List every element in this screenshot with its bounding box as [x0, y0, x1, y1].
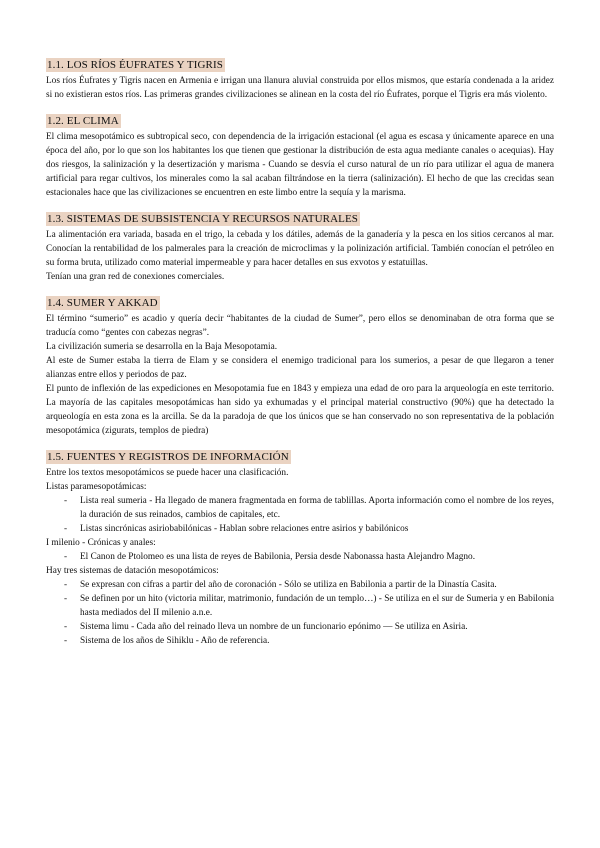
paragraph: Los ríos Éufrates y Tigris nacen en Armenia e irrigan una llanura aluvial construida por ellos mismos, que estaría condenada a la aridez si no existieran estos ríos. Las primeras grandes civilizaciones se alinean en la costa del río Éufrates, porque el Tigris era más violento. [46, 76, 554, 100]
list-item: - Se definen por un hito (victoria militar, matrimonio, fundación de un templo…) - Se utiliza en el sur de Sumeria y en Babilonia hasta mediados del II milenio a.n.e. [64, 592, 554, 620]
paragraph: Hay tres sistemas de datación mesopotámicos: [46, 566, 219, 576]
list-item: - Sistema limu - Cada año del reinado lleva un nombre de un funcionario epónimo — Se utiliza en Asiria. [64, 620, 554, 634]
list-item: - Se expresan con cifras a partir del año de coronación - Sólo se utiliza en Babilonia a partir de la Dinastía Casita. [64, 578, 554, 592]
list-item: - Listas sincrónicas asiriobabilónicas - Hablan sobre relaciones entre asirios y babilónicos [64, 522, 554, 536]
section-subsistencia [46, 209, 554, 284]
paragraph: Listas paramesopotámicas: [46, 482, 147, 492]
section-heading: 1.5. FUENTES Y REGISTROS DE INFORMACIÓN [47, 451, 289, 463]
paragraph: La alimentación era variada, basada en el trigo, la cebada y los dátiles, además de la ganadería y la pesca en los sitios cercanos al mar. Conocían la rentabilidad de los palmerales para la creación de microclimas y la polinización artificial. También conocían el petróleo en su forma bruta, utilizado como material impermeable y para hacer detalles en sus exvotos y estatuillas. [46, 230, 554, 268]
list-item: - Lista real sumeria - Ha llegado de manera fragmentada en forma de tablillas. Aporta información como el nombre de los reyes, la duración de sus reinados, cambios de capitales, etc. [64, 494, 554, 522]
paragraph: I milenio - Crónicas y anales: [46, 538, 156, 548]
paragraph: El clima mesopotámico es subtropical seco, con dependencia de la irrigación estacional (el agua es escasa y únicamente aparece en una época del año, por lo que son los habitantes los que tienen que gestionar la distribución de esta agua mediante canales o acequias). Hay dos riesgos, la salinización y la desertización y marisma - Cuando se desvía el curso natural de un río para utilizar el agua de manera artificial para regar cultivos, los minerales como la sal acaban filtrándose en la tierra (salinización). El hecho de que las crecidas sean estacionales hace que las civilizaciones se encuentren en este limbo entre la sequía y la marisma. [46, 132, 554, 198]
paragraph: El punto de inflexión de las expediciones en Mesopotamia fue en 1843 y empieza una edad de oro para la arqueología en este territorio. La mayoría de las capitales mesopotámicas han sido ya exhumadas y el principal material constructivo (90%) que ha detectado la arqueología en esta zona es la arcilla. Se da la paradoja de que los únicos que se han conservado no son representativa de la población mesopotámica (zigurats, templos de piedra) [46, 384, 554, 436]
bullet-list [46, 578, 554, 648]
section-sumer-akkad [46, 293, 554, 438]
document-page [46, 55, 554, 657]
list-item: - El Canon de Ptolomeo es una lista de reyes de Babilonia, Persia desde Nabonassa hasta Alejandro Magno. [64, 550, 554, 564]
section-heading: 1.4. SUMER Y AKKAD [47, 297, 158, 309]
paragraph: La civilización sumeria se desarrolla en la Baja Mesopotamia. [46, 342, 278, 352]
paragraph: Al este de Sumer estaba la tierra de Elam y se considera el enemigo tradicional para los sumerios, a pesar de que llegaron a tener alianzas entre ellos y periodos de paz. [46, 356, 554, 380]
section-heading: 1.1. LOS RÍOS ÉUFRATES Y TIGRIS [47, 59, 223, 71]
bullet-list [46, 550, 554, 564]
section-heading: 1.3. SISTEMAS DE SUBSISTENCIA Y RECURSOS NATURALES [47, 213, 359, 225]
section-rios [46, 55, 554, 102]
section-heading: 1.2. EL CLIMA [47, 115, 119, 127]
paragraph: Tenían una gran red de conexiones comerciales. [46, 272, 225, 282]
section-clima [46, 111, 554, 200]
list-item: - Sistema de los años de Sihiklu - Año de referencia. [64, 634, 554, 648]
paragraph: El término “sumerio” es acadio y quería decir “habitantes de la ciudad de Sumer”, pero ellos se denominaban de otra forma que se traducía como “gentes con cabezas negras”. [46, 314, 554, 338]
section-fuentes [46, 447, 554, 648]
bullet-list [46, 494, 554, 536]
paragraph: Entre los textos mesopotámicos se puede hacer una clasificación. [46, 468, 289, 478]
